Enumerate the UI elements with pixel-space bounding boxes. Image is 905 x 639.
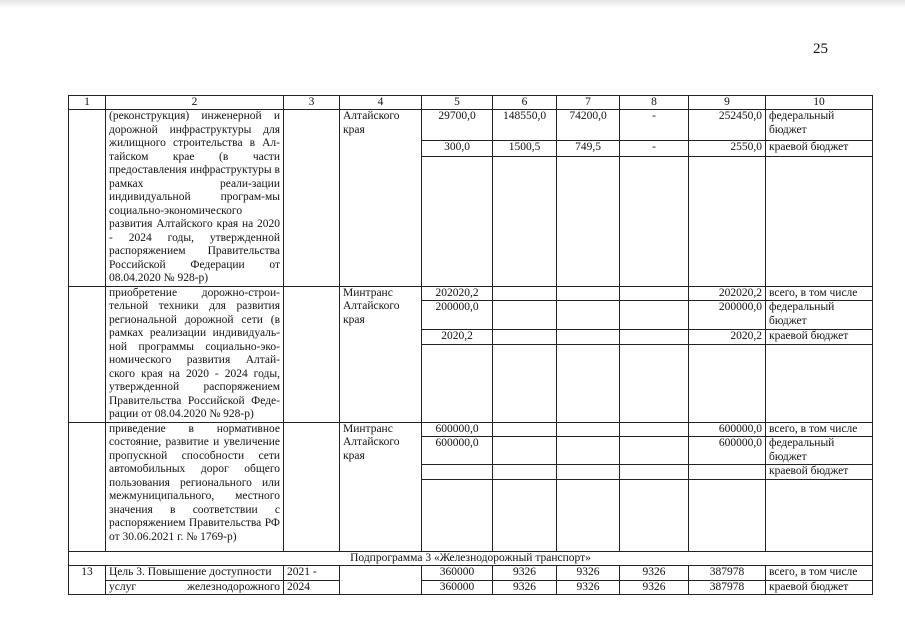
empty-cell [620, 437, 689, 465]
goal-description-line: услуг железнодорожного [106, 580, 284, 595]
scan-edge-shadow [0, 0, 905, 8]
empty-cell [422, 479, 493, 551]
value-cell: 29700,0 [422, 110, 493, 141]
period-cell: 2024 [284, 580, 340, 595]
value-cell: 9326 [493, 580, 557, 595]
funding-source-cell: федеральный бюджет [766, 437, 873, 465]
executor-cell: Минтранс Алтайского края [340, 286, 422, 422]
empty-cell [557, 479, 620, 551]
funding-source-cell: краевой бюджет [766, 580, 873, 595]
value-cell: 9326 [557, 580, 620, 595]
value-cell: 74200,0 [557, 110, 620, 141]
empty-cell [620, 422, 689, 437]
funding-source-cell: всего, в том числе [766, 422, 873, 437]
funding-source-cell: федеральный бюджет [766, 301, 873, 330]
value-cell: - [620, 141, 689, 157]
empty-cell [557, 465, 620, 480]
table-row [69, 110, 873, 141]
period-cell [284, 110, 340, 287]
goal-description-line: Цель 3. Повышение доступности [106, 566, 284, 581]
value-cell: 202020,2 [422, 286, 493, 301]
total-cell [689, 465, 766, 480]
total-cell: 387978 [689, 566, 766, 581]
table-row [69, 566, 873, 581]
total-cell: 387978 [689, 580, 766, 595]
column-header: 9 [689, 96, 766, 110]
value-cell: 600000,0 [422, 422, 493, 437]
value-cell: 1500,5 [493, 141, 557, 157]
activity-description: (реконструкция) инженерной и дорожной инфраструктуры для жилищного строительства в Ал-тайском крае (в части предоставления инфраструктуры в рамках реали-зации индивидуальной програм-мы социально-экономического развития Алтайского края на 2020 - 2024 годы, утвержденной распоряжением Правительства Российской Федерации от 08.04.2020 № 928-р) [106, 110, 284, 287]
value-cell: - [620, 110, 689, 141]
total-cell: 252450,0 [689, 110, 766, 141]
period-cell [284, 422, 340, 551]
value-cell: 200000,0 [422, 301, 493, 330]
empty-cell [493, 465, 557, 480]
empty-cell [620, 286, 689, 301]
table-row [69, 422, 873, 437]
total-cell: 600000,0 [689, 422, 766, 437]
row-number-cell: 13 [69, 566, 106, 595]
table-row [69, 580, 873, 595]
row-number-cell [69, 110, 106, 287]
empty-cell [557, 301, 620, 330]
empty-cell [493, 301, 557, 330]
activity-description: приобретение дорожно-строи-тельной техники для развития региональной дорожной сети (в рамках реализации индивидуаль-ной программы социально-эко-номического развития Алтай-ского края на 2020 - 2024 годы, утвержденной распоряжением Правительства Российской Феде-рации от 08.04.2020 № 928-р) [106, 286, 284, 422]
empty-cell [620, 329, 689, 344]
empty-cell [493, 286, 557, 301]
value-cell: 148550,0 [493, 110, 557, 141]
empty-cell [493, 437, 557, 465]
column-header: 1 [69, 96, 106, 110]
column-header: 5 [422, 96, 493, 110]
value-cell: 600000,0 [422, 437, 493, 465]
executor-cell: Минтранс Алтайского края [340, 422, 422, 551]
funding-source-cell: краевой бюджет [766, 465, 873, 480]
column-header: 6 [493, 96, 557, 110]
total-cell: 600000,0 [689, 437, 766, 465]
activity-description: приведение в нормативное состояние, развитие и увеличение пропускной способности сети автомобильных дорог общего пользования регионального или межмуниципального, местного значения в соответствии с распоряжением Правительства РФ от 30.06.2021 г. № 1769-р) [106, 422, 284, 551]
value-cell: 2020,2 [422, 329, 493, 344]
column-header: 2 [106, 96, 284, 110]
subprogram-row [69, 551, 873, 566]
empty-cell [493, 329, 557, 344]
value-cell: 9326 [557, 566, 620, 581]
empty-cell [557, 437, 620, 465]
funding-source-cell: всего, в том числе [766, 566, 873, 581]
funding-source-cell: краевой бюджет [766, 141, 873, 157]
value-cell: 9326 [620, 580, 689, 595]
empty-cell [557, 344, 620, 422]
executor-cell: Алтайского края [340, 110, 422, 287]
column-header: 10 [766, 96, 873, 110]
empty-cell [493, 344, 557, 422]
empty-cell [766, 344, 873, 422]
empty-cell [493, 157, 557, 286]
period-cell: 2021 - [284, 566, 340, 581]
funding-source-cell: федеральный бюджет [766, 110, 873, 141]
funding-source-cell: всего, в том числе [766, 286, 873, 301]
value-cell [422, 465, 493, 480]
row-number-cell [69, 422, 106, 551]
total-cell: 200000,0 [689, 301, 766, 330]
empty-cell [557, 329, 620, 344]
empty-cell [557, 157, 620, 286]
total-cell: 2020,2 [689, 329, 766, 344]
empty-cell [620, 301, 689, 330]
empty-cell [766, 157, 873, 286]
empty-cell [689, 157, 766, 286]
empty-cell [422, 344, 493, 422]
empty-cell [493, 422, 557, 437]
period-cell [284, 286, 340, 422]
empty-cell [493, 479, 557, 551]
row-number-cell [69, 286, 106, 422]
empty-cell [620, 479, 689, 551]
empty-cell [689, 344, 766, 422]
value-cell: 9326 [493, 566, 557, 581]
value-cell: 300,0 [422, 141, 493, 157]
total-cell: 2550,0 [689, 141, 766, 157]
column-number-row [69, 96, 873, 110]
column-header: 3 [284, 96, 340, 110]
empty-cell [620, 157, 689, 286]
budget-table [68, 95, 873, 595]
empty-cell [766, 479, 873, 551]
empty-cell [557, 422, 620, 437]
value-cell: 360000 [422, 580, 493, 595]
executor-cell [340, 566, 422, 595]
column-header: 8 [620, 96, 689, 110]
value-cell: 749,5 [557, 141, 620, 157]
empty-cell [620, 344, 689, 422]
subprogram-title: Подпрограмма 3 «Железнодорожный транспорт» [69, 551, 873, 566]
column-header: 7 [557, 96, 620, 110]
funding-source-cell: краевой бюджет [766, 329, 873, 344]
empty-cell [689, 479, 766, 551]
empty-cell [620, 465, 689, 480]
page-number: 25 [813, 41, 828, 57]
total-cell: 202020,2 [689, 286, 766, 301]
empty-cell [422, 157, 493, 286]
table-row [69, 286, 873, 301]
value-cell: 360000 [422, 566, 493, 581]
value-cell: 9326 [620, 566, 689, 581]
column-header: 4 [340, 96, 422, 110]
empty-cell [557, 286, 620, 301]
